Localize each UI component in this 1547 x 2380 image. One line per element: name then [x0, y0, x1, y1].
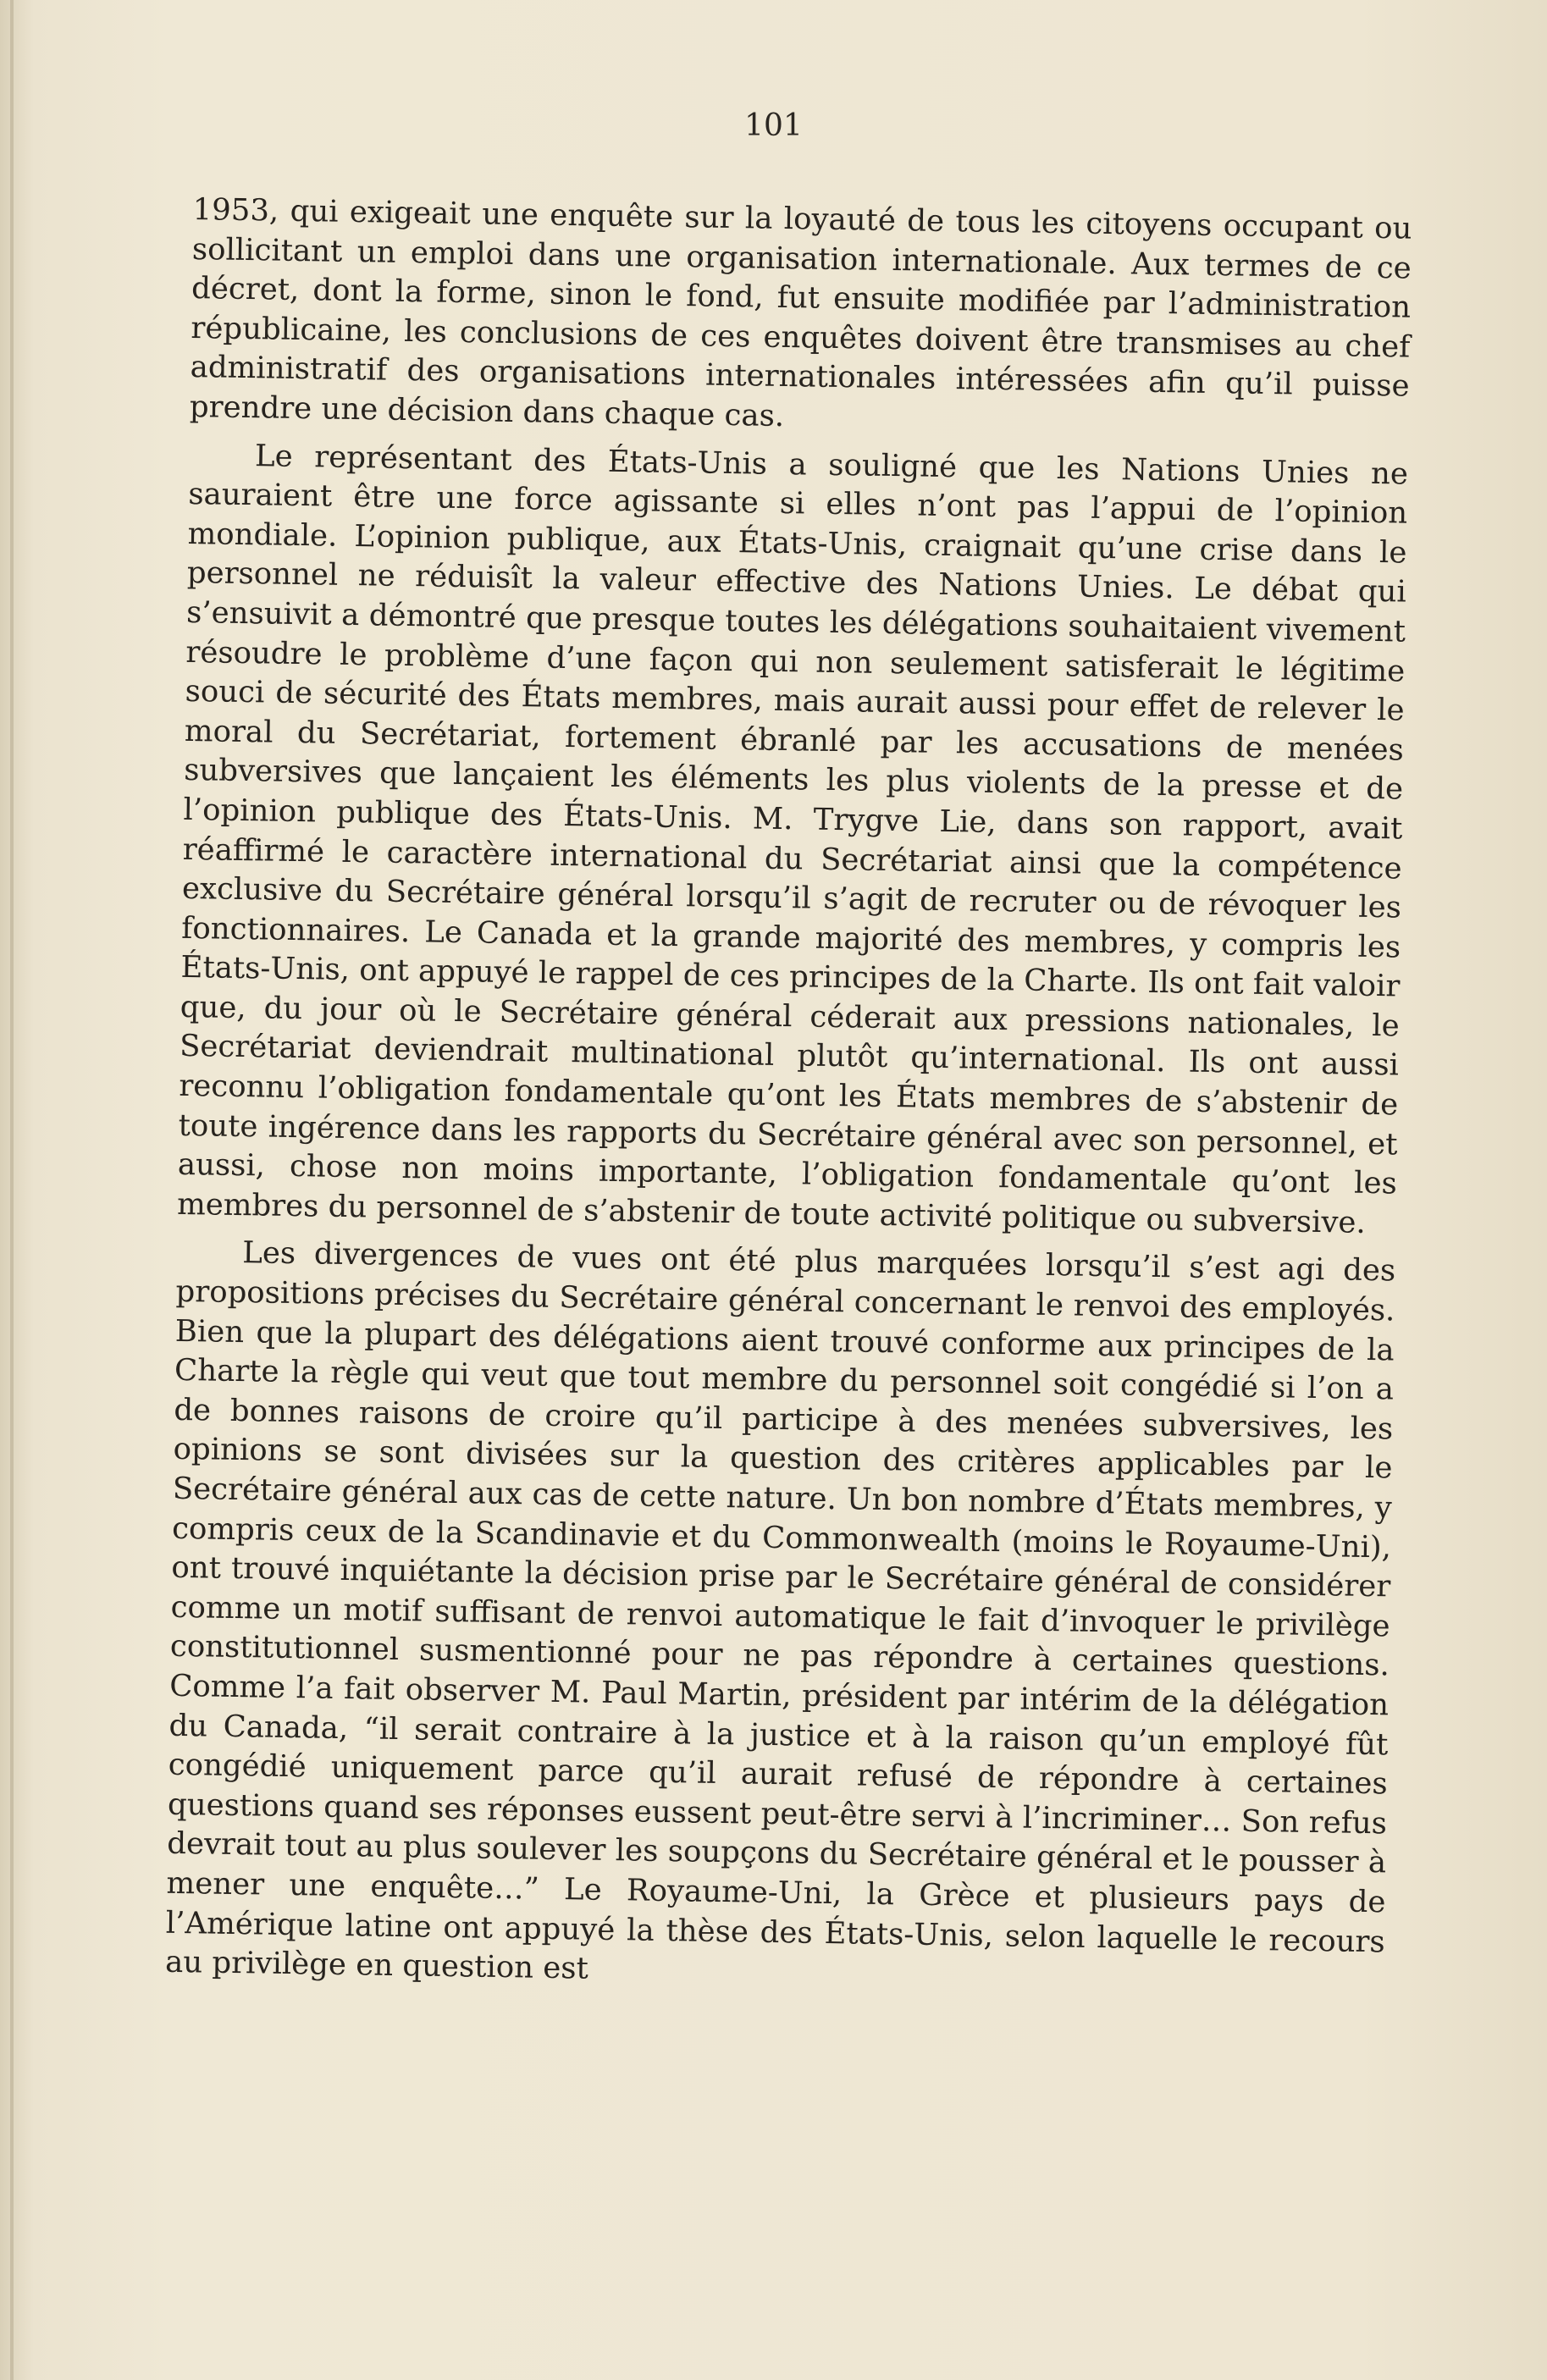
body-text: [165, 191, 1412, 2010]
binding-gutter: [10, 0, 14, 2380]
paragraph-us-representative: Le représentant des États-Unis a souligné que les Nations Unies ne sauraient être une force agissante si elles n’ont pas l’appui de l’opinion mondiale. L’opinion publique, aux États-Unis, craignait qu’une crise dans le personnel ne réduisît la valeur effective des Nations Unies. Le débat qui s’ensuivit a démontré que presque toutes les délégations souhaitaient vivement résoudre le problème d’une façon qui non seulement satisferait le légitime souci de sécurité des États membres, mais aurait aussi pour effet de relever le moral du Secrétariat, fortement ébranlé par les accusations de menées subversives que lançaient les éléments les plus violents de la presse et de l’opinion publique des États-Unis. M. Trygve Lie, dans son rapport, avait réaffirmé le caractère international du Secrétariat ainsi que la compétence exclusive du Secrétaire général lorsqu’il s’agit de recruter ou de révoquer les fonctionnaires. Le Canada et la grande majorité des membres, y compris les États-Unis, ont appuyé le rappel de ces principes de la Charte. Ils ont fait valoir que, du jour où le Secrétaire général céderait aux pressions nationales, le Secrétariat deviendrait multinational plutôt qu’international. Ils ont aussi reconnu l’obligation fondamentale qu’ont les États membres de s’abstenir de toute ingérence dans les rapports du Secrétaire général avec son personnel, et aussi, chose non moins importante, l’obligation fondamentale qu’ont les membres du personnel de s’abstenir de toute activité politique ou subversive.: [176, 438, 1409, 1240]
paragraph-divergences: Les divergences de vues ont été plus marquées lorsqu’il s’est agi des propositions précises du Secrétaire général concernant le renvoi des employés. Bien que la plupart des délégations aient trouvé conforme aux principes de la Charte la règle qui veut que tout membre du personnel soit congédié si l’on a de bonnes raisons de croire qu’il participe à des menées subversives, les opinions se sont divisées sur la question des critères applicables par le Secrétaire général aux cas de cette nature. Un bon nombre d’États membres, y compris ceux de la Scandinavie et du Commonwealth (moins le Royaume-Uni), ont trouvé inquiétante la décision prise par le Secrétaire général de considérer comme un motif suffisant de renvoi automatique le fait d’invoquer le privilège constitutionnel susmentionné pour ne pas répondre à certaines questions. Comme l’a fait observer M. Paul Martin, président par intérim de la délégation du Canada, “il serait contraire à la justice et à la raison qu’un employé fût congédié uniquement parce qu’il aurait refusé de répondre à certaines questions quand ses réponses eussent peut-être servi à l’incriminer… Son refus devrait tout au plus soulever les soupçons du Secrétaire général et le pousser à mener une enquête…” Le Royaume-Uni, la Grèce et plusieurs pays de l’Amérique latine ont appuyé la thèse des États-Unis, selon laquelle le recours au privilège en question est: [164, 1235, 1396, 1986]
paragraph-continuation: 1953, qui exigeait une enquête sur la loyauté de tous les citoyens occupant ou sollicitant un emploi dans une organisation internationale. Aux termes de ce décret, dont la forme, sinon le fond, fut ensuite modifiée par l’administration républicaine, les conclusions de ces enquêtes doivent être transmises au chef administratif des organisations internationales intéressées afin qu’il puisse prendre une décision dans chaque cas.: [189, 191, 1412, 433]
page-number: 101: [744, 108, 803, 143]
